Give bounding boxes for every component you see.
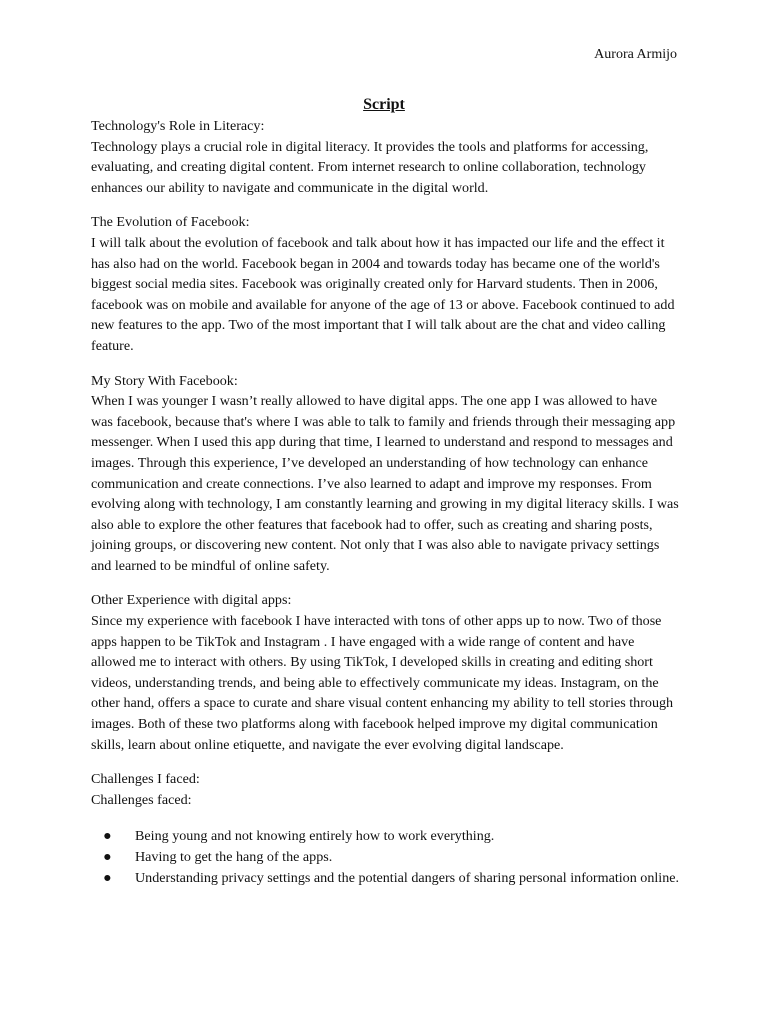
author-name: Aurora Armijo: [594, 47, 677, 62]
document-title: Script: [363, 96, 405, 113]
section-challenges: [91, 769, 681, 888]
section-heading: My Story With Facebook:: [91, 372, 238, 389]
section-body: Since my experience with facebook I have interacted with tons of other apps up to now. Two of those apps happen to be TikTok and Instagram . I have engaged with a wide range of content and have allowed me to interact with others. By using TikTok, I developed skills in creating and editing short videos, understanding trends, and being able to effectively communicate my ideas. Instagram, on the other hand, offers a space to curate and share visual content enhancing my ability to tell stories through images. Both of these two platforms along with facebook helped improve my digital communication skills, learn about online etiquette, and navigate the ever evolving digital landscape.: [91, 613, 674, 753]
bullet-icon: ●: [103, 849, 112, 865]
section-heading: Other Experience with digital apps:: [91, 592, 292, 609]
list-item-text: Understanding privacy settings and the potential dangers of sharing personal information online.: [135, 869, 680, 886]
bullet-icon: ●: [103, 869, 112, 886]
list-item-text: Being young and not knowing entirely how to work everything.: [135, 828, 495, 845]
list-item: [91, 847, 681, 868]
section-technology-role: [91, 116, 681, 198]
section-my-story: [91, 371, 681, 577]
section-heading: Challenges I faced:: [91, 771, 200, 788]
section-body: I will talk about the evolution of facebook and talk about how it has impacted our life and the effect it has also had on the world. Facebook began in 2004 and towards today has became one of the world's biggest social media sites. Facebook was originally created only for Harvard students. Then in 2006, facebook was on mobile and available for anyone of the age of 13 or above. Facebook continued to add new features to the app. Two of the most important that I will talk about are the chat and video calling feature.: [91, 234, 675, 354]
list-item-text: Having to get the hang of the apps.: [135, 849, 333, 865]
section-heading: Technology's Role in Literacy:: [91, 118, 265, 134]
section-heading: The Evolution of Facebook:: [91, 214, 250, 231]
section-subheading: Challenges faced:: [91, 791, 192, 808]
challenges-list: [91, 826, 681, 888]
document-content: [91, 116, 681, 902]
list-item: [91, 868, 681, 889]
section-other-experience: [91, 590, 681, 755]
list-item: [91, 826, 681, 847]
section-body: When I was younger I wasn’t really allowed to have digital apps. The one app I was allowed to have was facebook, because that's where I was able to talk to family and friends through their messaging app messenger. When I used this app during that time, I learned to understand and respond to messages and images. Through this experience, I’ve developed an understanding of how technology can enhance communication and create connections. I’ve also learned to adapt and improve my responses. From evolving along with technology, I am constantly learning and growing in my digital literacy skills. I was also able to explore the other features that facebook had to offer, such as creating and sharing posts, joining groups, or discovering new content. Not only that I was also able to navigate privacy settings and learned to be mindful of online safety.: [91, 393, 679, 574]
section-evolution-of-facebook: [91, 212, 681, 356]
bullet-icon: ●: [103, 828, 112, 845]
section-body: Technology plays a crucial role in digital literacy. It provides the tools and platforms for accessing, evaluating, and creating digital content. From internet research to online collaboration, technology enhances our ability to navigate and communicate in the digital world.: [91, 138, 649, 196]
